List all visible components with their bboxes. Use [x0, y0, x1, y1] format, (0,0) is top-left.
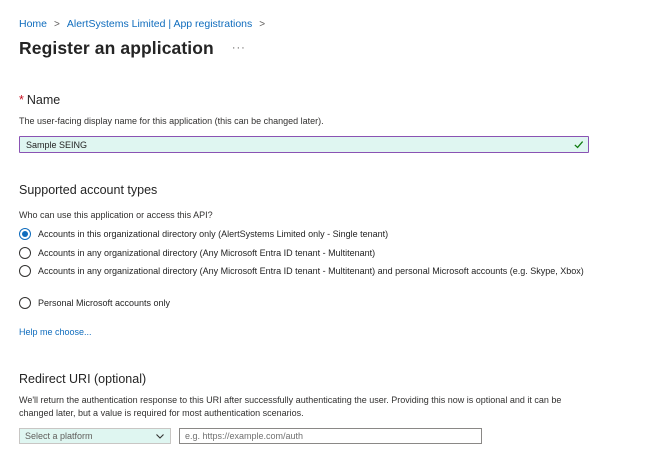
account-type-option-personal-only[interactable]	[19, 297, 588, 310]
page-title: Register an application	[19, 38, 214, 58]
breadcrumb	[19, 18, 265, 30]
required-indicator: *	[19, 93, 24, 107]
radio-button[interactable]	[19, 297, 31, 309]
chevron-down-icon	[155, 432, 165, 441]
radio-label: Personal Microsoft accounts only	[38, 298, 171, 308]
name-heading-label: Name	[26, 93, 61, 107]
breadcrumb-app-registrations[interactable]: AlertSystems Limited | App registrations	[66, 18, 253, 30]
radio-label: Accounts in any organizational directory (Any Microsoft Entra ID tenant - Multitenant) and personal Microsoft accounts (e.g. Skype, Xbox)	[38, 266, 584, 276]
redirect-uri-heading: Redirect URI (optional)	[19, 372, 147, 386]
redirect-uri-input[interactable]	[179, 428, 482, 444]
account-type-option-single-tenant[interactable]	[19, 228, 588, 241]
radio-button[interactable]	[19, 247, 31, 259]
name-input[interactable]	[20, 137, 560, 152]
breadcrumb-home[interactable]: Home	[19, 18, 48, 30]
name-heading	[19, 93, 60, 107]
account-types-heading: Supported account types	[19, 183, 158, 197]
breadcrumb-separator: >	[259, 18, 266, 30]
title-row	[19, 38, 246, 59]
radio-label: Accounts in any organizational directory (Any Microsoft Entra ID tenant - Multitenant)	[38, 248, 376, 258]
account-types-question: Who can use this application or access this API?	[19, 210, 213, 220]
radio-button-selected[interactable]	[19, 228, 31, 240]
more-options-button[interactable]: ···	[231, 41, 246, 54]
account-type-option-multitenant[interactable]	[19, 247, 588, 260]
radio-label: Accounts in this organizational directory only (AlertSystems Limited only - Single tenant)	[38, 229, 389, 239]
platform-select[interactable]	[19, 428, 171, 444]
help-me-choose-link[interactable]: Help me choose...	[19, 327, 92, 337]
breadcrumb-separator: >	[54, 18, 60, 30]
radio-button[interactable]	[19, 265, 31, 277]
checkmark-icon	[573, 139, 584, 150]
redirect-uri-description: We'll return the authentication response to this URI after successfully authenticating the user. Providing this now is optional and it can be changed later, but a value is required for most authentication scenarios.	[19, 395, 562, 418]
name-input-container	[19, 136, 589, 153]
platform-select-placeholder: Select a platform	[25, 431, 93, 441]
name-description: The user-facing display name for this application (this can be changed later).	[19, 116, 324, 126]
account-type-option-multitenant-personal[interactable]	[19, 265, 588, 278]
